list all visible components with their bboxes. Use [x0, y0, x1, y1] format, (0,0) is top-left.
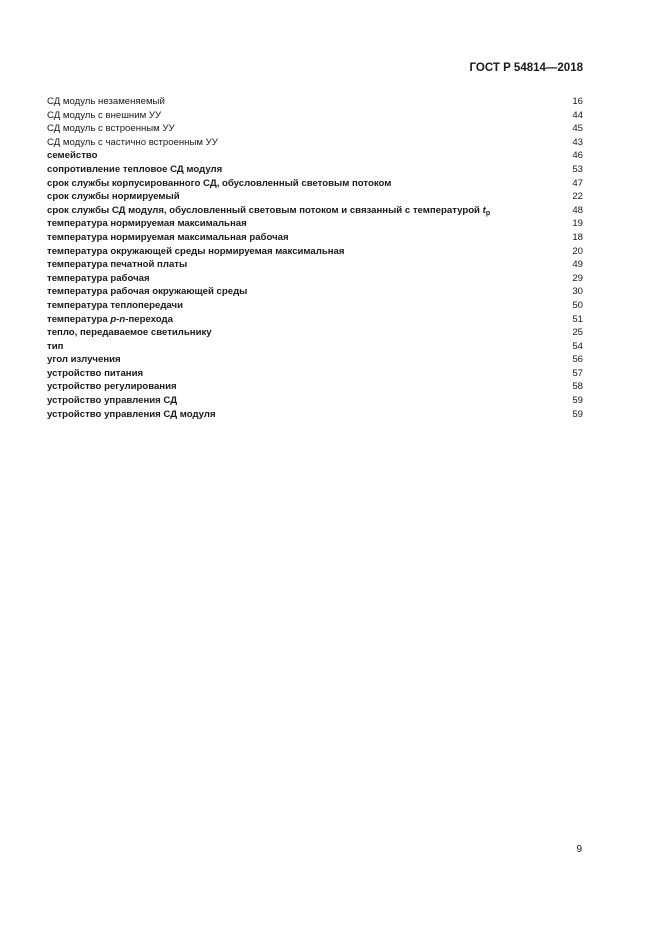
- index-term-text: устройство управления СД модуля: [47, 408, 216, 420]
- index-entry: [47, 204, 583, 218]
- index-term-text: температура нормируемая максимальная рабочая: [47, 231, 289, 243]
- index-page-ref: 58: [572, 381, 583, 393]
- page-number: 9: [576, 844, 582, 855]
- index-term: [47, 380, 177, 394]
- index-term: [47, 367, 143, 381]
- index-page-ref: 16: [572, 96, 583, 107]
- index-term-text: СД модуль с встроенным УУ: [47, 123, 175, 135]
- index-term: [47, 109, 161, 123]
- index-term-text: сопротивление тепловое СД модуля: [47, 163, 223, 175]
- index-term: [47, 177, 391, 191]
- index-page-ref: 53: [572, 163, 583, 175]
- index-entry: [47, 313, 583, 327]
- index-entry: [47, 163, 583, 177]
- index-term: [47, 394, 177, 408]
- index-term-suffix: -перехода: [125, 313, 173, 325]
- index-term-text: устройство регулирования: [47, 381, 177, 393]
- index-term: [47, 149, 98, 163]
- index-term: [47, 95, 165, 109]
- index-page-ref: 19: [572, 218, 583, 230]
- index-term: [47, 245, 344, 259]
- index-entry: [47, 353, 583, 367]
- index-page-ref: 48: [572, 204, 583, 216]
- index-term-text: температура нормируемая максимальная: [47, 218, 247, 230]
- index-page-ref: 29: [572, 272, 583, 284]
- index-page-ref: 45: [572, 123, 583, 135]
- index-entry: [47, 394, 583, 408]
- index-page-ref: 43: [572, 136, 583, 148]
- index-term: [47, 217, 247, 231]
- index-term-text: семейство: [47, 150, 98, 162]
- index-term-text: срок службы нормируемый: [47, 191, 180, 203]
- index-entry: [47, 380, 583, 394]
- index-page-ref: 30: [572, 286, 583, 298]
- index-term-text: СД модуль незаменяемый: [47, 96, 165, 107]
- index-term-subscript: p: [485, 209, 491, 217]
- index-term: [47, 231, 289, 245]
- index-term-text: СД модуль с внешним УУ: [47, 109, 162, 121]
- index-entry: [47, 109, 583, 123]
- index-term: [47, 272, 150, 286]
- index-term: [47, 326, 212, 340]
- index-term: [47, 299, 183, 313]
- index-entry: [47, 149, 583, 163]
- index-term-italic: p-n: [110, 313, 126, 325]
- index-term-text: температура теплопередачи: [47, 299, 183, 311]
- index-term: [47, 313, 173, 327]
- index-term-text: температура рабочая окружающей среды: [47, 286, 248, 298]
- index-term-text: СД модуль с частично встроенным УУ: [47, 136, 218, 148]
- index-page-ref: 57: [572, 367, 583, 379]
- index-term: [47, 258, 187, 272]
- index-page-ref: 25: [572, 327, 583, 339]
- index-term: [47, 408, 216, 422]
- index-term: [47, 285, 247, 299]
- document-header: ГОСТ Р 54814—2018: [469, 62, 583, 74]
- index-page-ref: 20: [572, 245, 583, 257]
- index-entry: [47, 245, 583, 259]
- index-term-text: температура окружающей среды нормируемая максимальная: [47, 245, 345, 257]
- index-entry: [47, 408, 583, 422]
- alphabetical-index: [47, 95, 583, 421]
- index-term-text: температура печатной платы: [47, 259, 188, 271]
- index-page-ref: 22: [572, 191, 583, 203]
- index-entry: [47, 136, 583, 150]
- index-page-ref: 47: [572, 177, 583, 189]
- index-term-text: срок службы корпусированного СД, обусловленный световым потоком: [47, 177, 392, 189]
- index-term: [47, 136, 218, 150]
- index-entry: [47, 299, 583, 313]
- index-page-ref: 56: [572, 354, 583, 366]
- index-page-ref: 51: [572, 313, 583, 325]
- index-page-ref: 18: [572, 231, 583, 243]
- index-entry: [47, 231, 583, 245]
- index-entry: [47, 326, 583, 340]
- index-page-ref: 44: [572, 109, 583, 121]
- index-term-text: тепло, передаваемое светильнику: [47, 327, 212, 339]
- index-entry: [47, 367, 583, 381]
- index-entry: [47, 95, 583, 109]
- index-page-ref: 59: [572, 395, 583, 407]
- index-entry: [47, 258, 583, 272]
- index-term-text: температура: [47, 313, 111, 325]
- index-term-text: угол излучения: [47, 354, 121, 366]
- index-term-text: тип: [47, 340, 64, 352]
- index-term: [47, 163, 222, 177]
- index-page-ref: 59: [572, 408, 583, 420]
- index-entry: [47, 177, 583, 191]
- index-entry: [47, 285, 583, 299]
- index-page-ref: 54: [572, 340, 583, 352]
- index-page-ref: 49: [572, 259, 583, 271]
- index-term: [47, 353, 121, 367]
- index-term-text: срок службы СД модуля, обусловленный световым потоком и связанный с температурой: [47, 204, 483, 216]
- index-page-ref: 50: [572, 299, 583, 311]
- index-entry: [47, 190, 583, 204]
- index-term: [47, 122, 175, 136]
- index-term: [47, 340, 63, 354]
- index-term-italic: t: [482, 204, 486, 216]
- index-term-text: температура рабочая: [47, 272, 150, 284]
- index-term: [47, 190, 180, 204]
- index-entry: [47, 272, 583, 286]
- index-page-ref: 46: [572, 150, 583, 162]
- index-term-text: устройство питания: [47, 367, 144, 379]
- index-term-text: устройство управления СД: [47, 395, 178, 407]
- index-entry: [47, 340, 583, 354]
- index-entry: [47, 122, 583, 136]
